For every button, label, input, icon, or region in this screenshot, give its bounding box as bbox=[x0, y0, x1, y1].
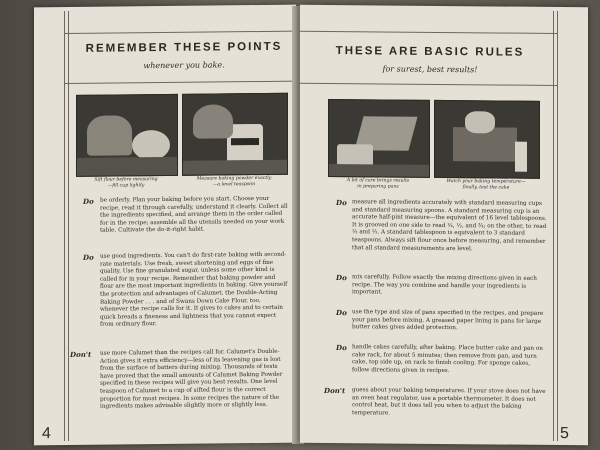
rule-text: use more Calumet than the recipes call for. Calumet's Double-Action gives it extra efficiency—less of its leavening gas is lost from the surface of batters during mixing. Thousands of tests have proved that the small amounts of Calumet Baking Powder specified in these recipes will give you best results. One level teaspoon of Calumet to a cup of sifted flour is the correct proportion for most recipes. In some recipes the nature of the ingredients makes advisable slightly more or slightly less. bbox=[100, 348, 283, 410]
photo-caption: Sift flour before measuring —fill cup lightly bbox=[94, 177, 158, 189]
rule-text: guess about your baking temperatures. If your stove does not have an oven heat regulator, use a portable thermometer. It does not control heat, but it does tell you when to adjust the baking temperature. bbox=[352, 387, 546, 417]
rule-text: measure all ingredients accurately with standard measuring cups and standard measuring spoons. A standard measuring cup is an accurate half-pint measure—the equivalent of 16 level tablespoons. It is grooved on one side to read ¼, ½, and ¾; on the other, to read ⅓ and ⅔. A standard tablespoon is equivalent to 3 standard teaspoons. Always sift flour once before measuring, and remember that all standard measurements are level. bbox=[352, 199, 547, 252]
header-rule bbox=[64, 31, 296, 34]
rule-text: use good ingredients. You can't do first-rate baking with second-rate materials. Use fresh, sweet shortening and eggs of fine quality. Use fine granulated sugar, unless some other kind is called for in your recipe. Remember that baking powder and flour are the most important ingredients in baking. Give yourself the protection and advantages of Calumet, the Double-Acting Baking Powder . . . and of Swans Down Cake Flour, too, whenever the recipe calls for it. It gives to cakes and to certain quick breads a fineness and lightness that you cannot expect from ordinary flour. bbox=[100, 251, 288, 329]
page-number: 4 bbox=[42, 425, 51, 443]
photo-preparing-pans bbox=[328, 99, 430, 178]
photo-testing-cake bbox=[434, 100, 540, 179]
rule-keyword: Do bbox=[83, 252, 94, 262]
header-rule bbox=[300, 31, 558, 34]
right-border-line-inner bbox=[553, 11, 554, 441]
page-title: THESE ARE BASIC RULES bbox=[335, 45, 525, 59]
photo-caption: Watch your baking temperature— finally, test the cake bbox=[446, 179, 526, 191]
rule-keyword: Do bbox=[336, 273, 347, 283]
page-subtitle: for surest, best results! bbox=[382, 64, 478, 75]
photo-caption: Measure baking powder exactly —a level teaspoon bbox=[196, 175, 272, 188]
rule-keyword: Don't bbox=[70, 349, 92, 359]
rule-text: be orderly. Plan your baking before you start. Choose your recipe, read it through carefully, understand it clearly. Collect all the ingredients specified, and arrange them in the order called for in the recipe; assemble all the utensils needed on your work table. Cultivate the do-it-right habit. bbox=[100, 195, 288, 235]
right-border-line bbox=[557, 11, 558, 441]
rule-keyword: Don't bbox=[324, 385, 346, 396]
photo-measuring-powder bbox=[182, 93, 288, 176]
left-border-line bbox=[64, 11, 65, 441]
rule-text: handle cakes carefully, after baking. Place butter cake and pan on cake rack, for about 5 minutes; then remove from pan, and turn cake, top side up, on rack to finish cooling. For sponge cakes, follow directions given in recipes. bbox=[352, 344, 543, 374]
left-page bbox=[34, 5, 296, 446]
photo-caption: A bit of care brings results in preparing pans bbox=[346, 178, 410, 190]
photo-sifting-flour bbox=[76, 94, 178, 177]
header-rule-bottom bbox=[64, 81, 296, 84]
rule-keyword: Do bbox=[83, 196, 94, 206]
rule-keyword: Do bbox=[336, 343, 347, 353]
rule-text: use the type and size of pans specified in the recipes, and prepare your pans before mixing. A greased paper lining in pans for large butter cakes gives added protection. bbox=[352, 309, 544, 332]
page-subtitle: whenever you bake. bbox=[143, 60, 225, 71]
rule-keyword: Do bbox=[336, 198, 347, 208]
header-rule-bottom bbox=[300, 83, 558, 86]
page-number: 5 bbox=[560, 425, 569, 443]
right-page bbox=[300, 5, 588, 446]
left-border-line-inner bbox=[68, 11, 69, 441]
rule-text: mix carefully. Follow exactly the mixing directions given in each recipe. The way you combine and handle your ingredients is important. bbox=[352, 274, 537, 296]
page-title: REMEMBER THESE POINTS bbox=[85, 40, 283, 55]
rule-keyword: Do bbox=[336, 308, 347, 318]
